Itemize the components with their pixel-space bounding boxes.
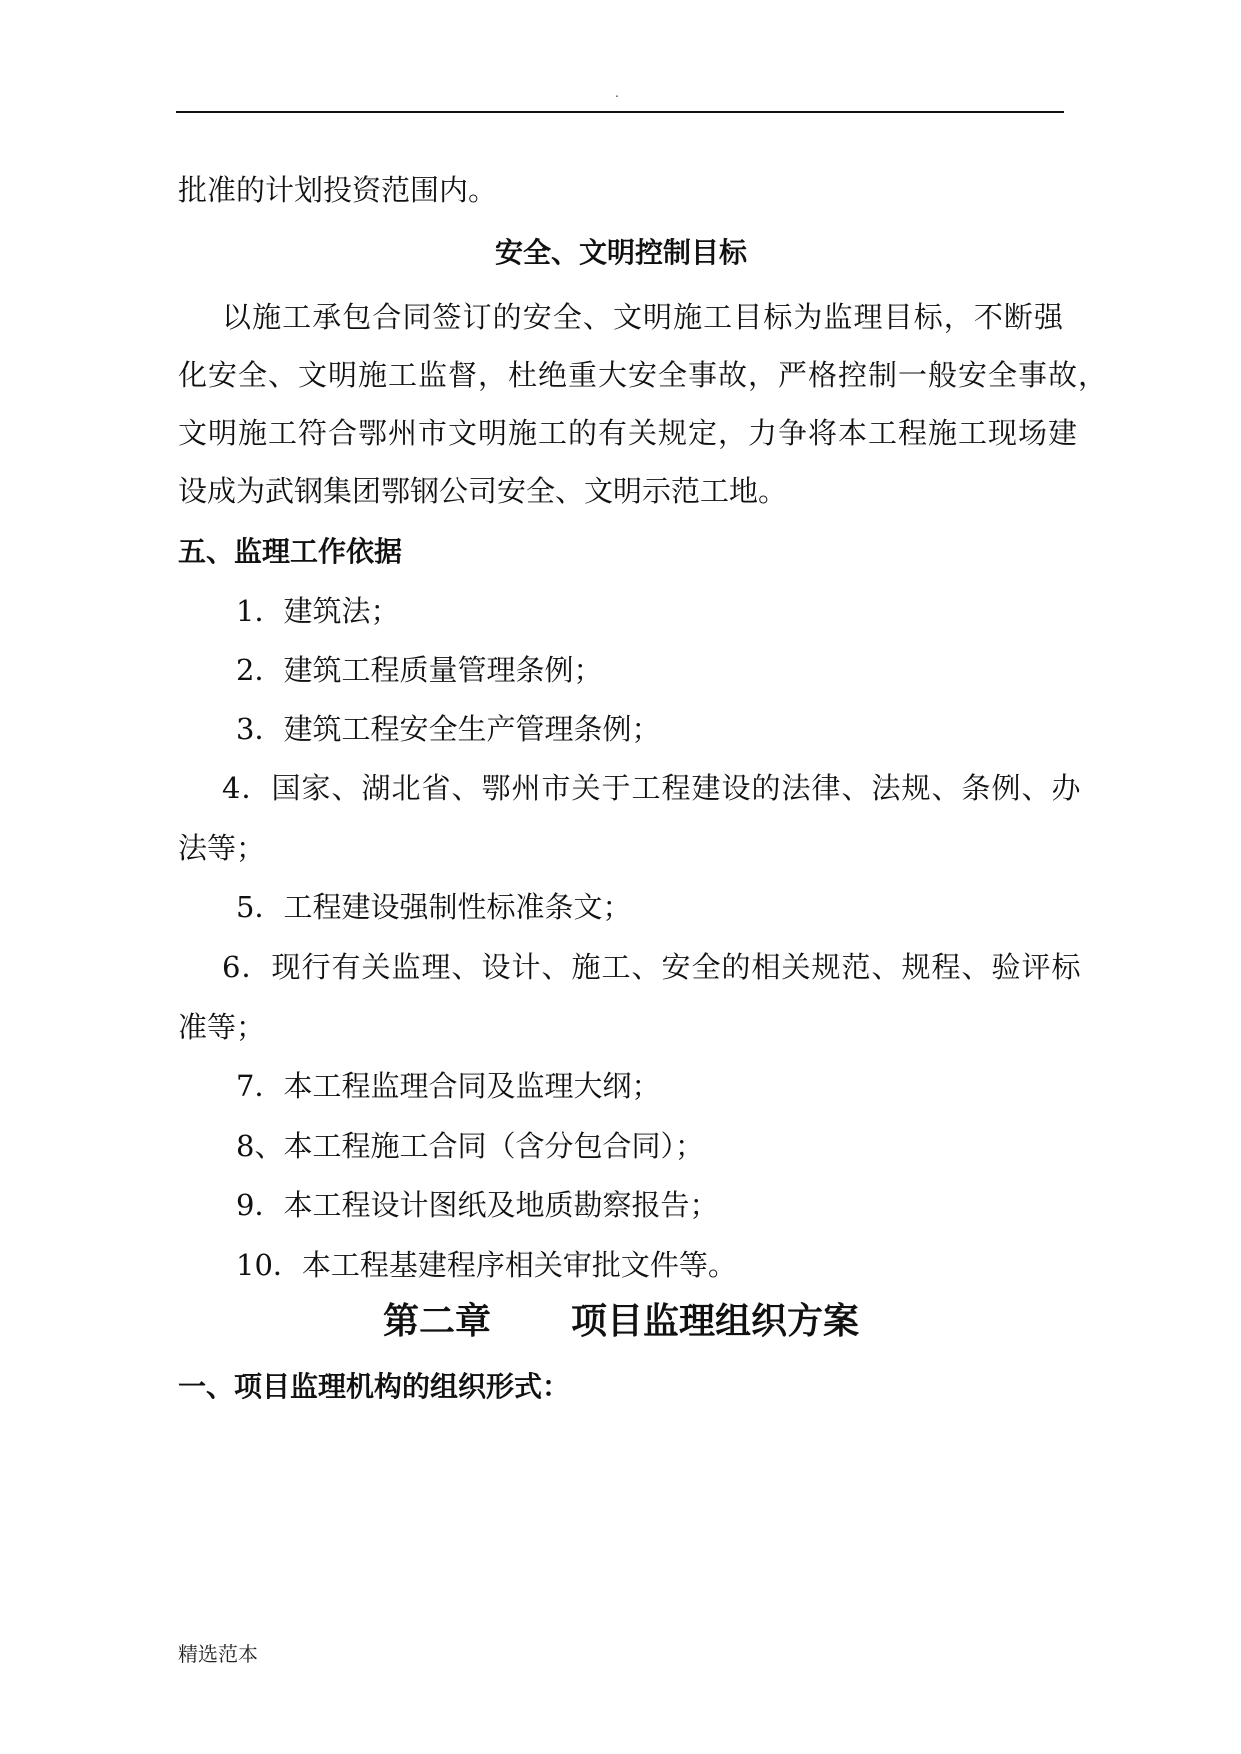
body-line-6: 设成为武钢集团鄂钢公司安全、文明示范工地。 — [178, 474, 788, 508]
list-item-10: 10．本工程基建程序相关审批文件等。 — [236, 1248, 737, 1282]
list-item-1: 1．建筑法； — [236, 594, 400, 628]
section-heading-organization: 一、项目监理机构的组织形式： — [178, 1370, 571, 1403]
body-line-1: 批准的计划投资范围内。 — [178, 173, 498, 207]
list-item-4-continuation: 法等； — [178, 831, 266, 865]
list-item-6-continuation: 准等； — [178, 1010, 266, 1044]
list-item-7: 7．本工程监理合同及监理大纲； — [236, 1069, 661, 1103]
chapter-heading — [178, 1298, 1064, 1346]
body-line-3: 以施工承包合同签订的安全、文明施工目标为监理目标，不断强 — [222, 300, 1064, 334]
list-item-3: 3．建筑工程安全生产管理条例； — [236, 712, 661, 746]
header-dot: . — [615, 86, 619, 100]
list-item-8: 8、本工程施工合同（含分包合同）； — [236, 1129, 704, 1163]
footer-label: 精选范本 — [178, 1642, 258, 1666]
body-line-4: 化安全、文明施工监督，杜绝重大安全事故，严格控制一般安全事故， — [178, 358, 1109, 392]
body-line-5: 文明施工符合鄂州市文明施工的有关规定，力争将本工程施工现场建 — [178, 416, 1079, 450]
list-item-6: 6．现行有关监理、设计、施工、安全的相关规范、规程、验评标 — [222, 950, 1082, 984]
chapter-title: 项目监理组织方案 — [571, 1301, 860, 1342]
list-item-5: 5．工程建设强制性标准条文； — [236, 890, 632, 924]
list-item-4: 4．国家、湖北省、鄂州市关于工程建设的法律、法规、条例、办 — [222, 771, 1082, 805]
subheading-safety-target: 安全、文明控制目标 — [494, 236, 747, 269]
section-heading-basis: 五、监理工作依据 — [178, 535, 403, 568]
list-item-9: 9．本工程设计图纸及地质勘察报告； — [236, 1188, 719, 1222]
header-rule — [176, 111, 1064, 113]
list-item-2: 2．建筑工程质量管理条例； — [236, 653, 603, 687]
chapter-number: 第二章 — [382, 1301, 491, 1342]
